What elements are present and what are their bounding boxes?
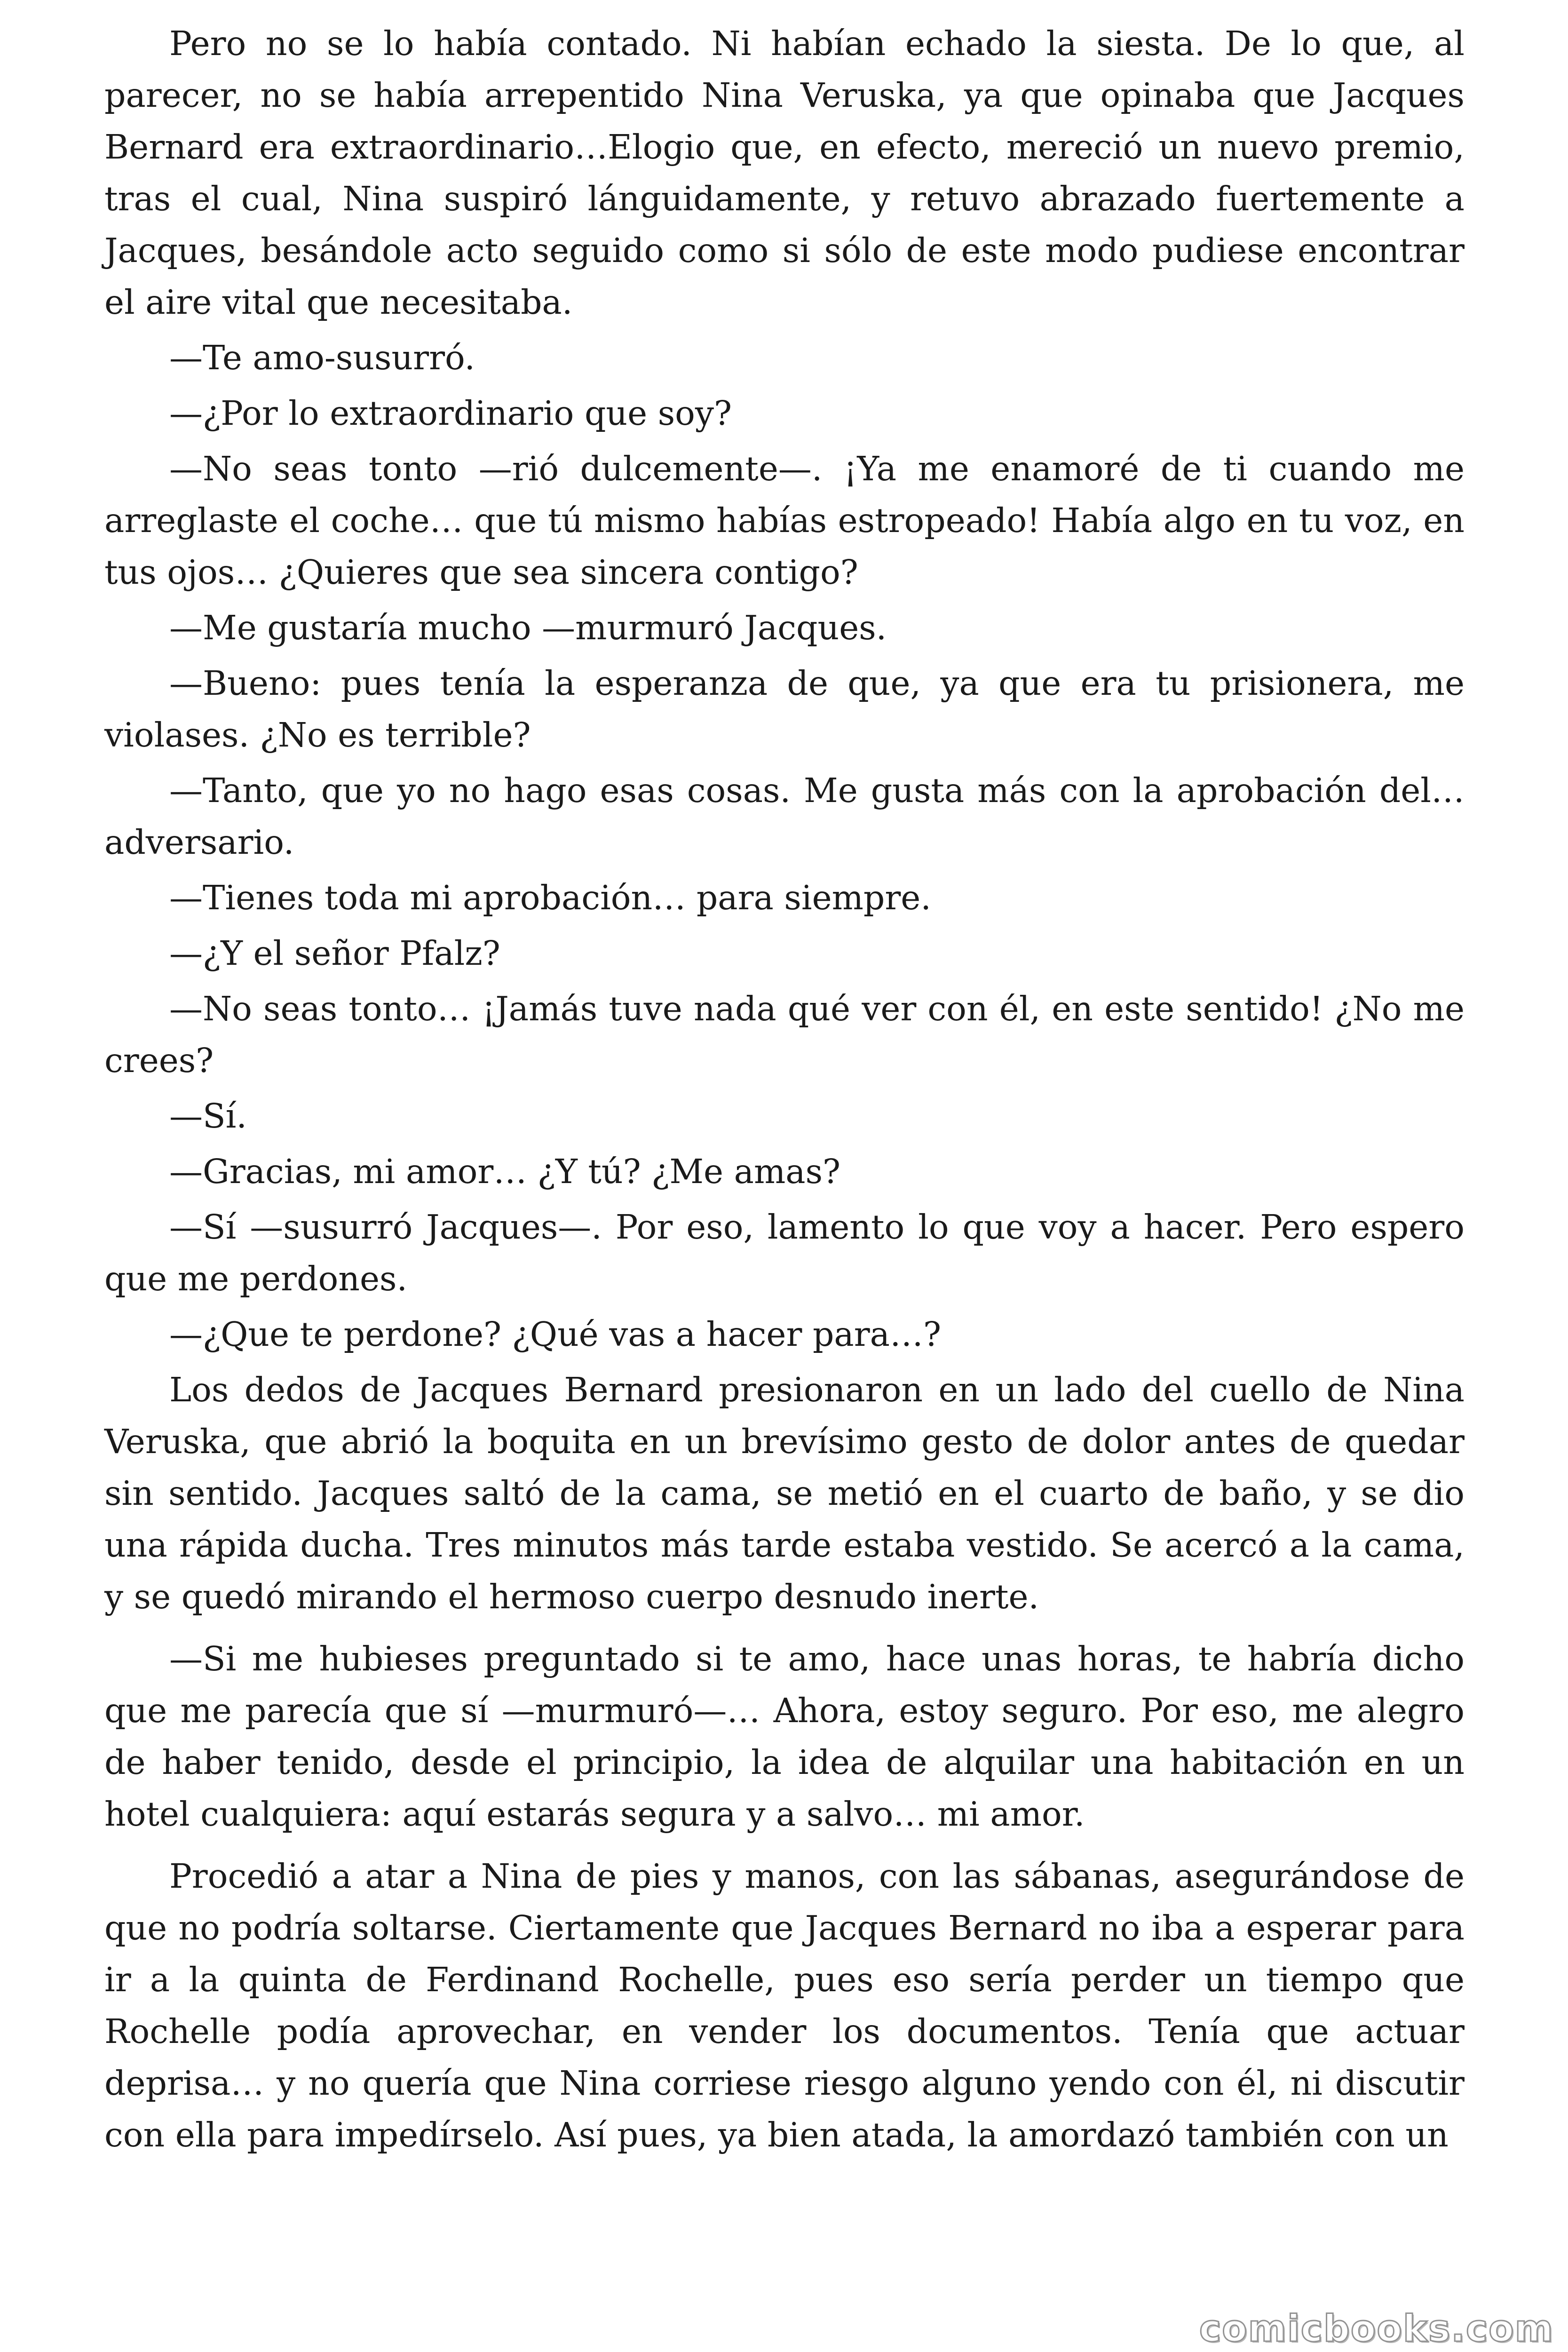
paragraph: —¿Que te perdone? ¿Qué vas a hacer para…?	[169, 1315, 942, 1354]
paragraph: Pero no se lo había contado. Ni habían echado la siesta. De lo que, al parecer, no se había arrepentido Nina Veruska, ya que opinaba que Jacques Bernard era extraordinario…Elogio que, en efecto, mereció un nuevo premio, tras el cual, Nina suspiró lánguidamente, y retuvo abrazado fuertemente a Jacques, besándole acto seguido como si sólo de este modo pudiese encontrar el aire vital que necesitaba.	[104, 24, 1465, 322]
paragraph: —Me gustaría mucho —murmuró Jacques.	[169, 608, 887, 647]
paragraph: —¿Por lo extraordinario que soy?	[169, 394, 732, 433]
watermark-logo: comicbooks.com	[1199, 2308, 1554, 2350]
paragraph: —Tanto, que yo no hago esas cosas. Me gusta más con la aprobación del… adversario.	[104, 771, 1465, 862]
paragraph: —Si me hubieses preguntado si te amo, hace unas horas, te habría dicho que me parecía que sí —murmuró—… Ahora, estoy seguro. Por eso, me alegro de haber tenido, desde el principio, la idea de alquilar una habitación en un hotel cualquiera: aquí estarás segura y a salvo… mi amor.	[104, 1639, 1465, 1834]
paragraph: —Sí —susurró Jacques—. Por eso, lamento lo que voy a hacer. Pero espero que me perdones.	[104, 1208, 1465, 1298]
paragraph: Procedió a atar a Nina de pies y manos, con las sábanas, asegurándose de que no podría soltarse. Ciertamente que Jacques Bernard no iba a esperar para ir a la quinta de Ferdinand Rochelle, pues eso sería perder un tiempo que Rochelle podía aprovechar, en vender los documentos. Tenía que actuar deprisa… y no quería que Nina corriese riesgo alguno yendo con él, ni discutir con ella para impedírselo. Así pues, ya bien atada, la amordazó también con un	[104, 1857, 1465, 2154]
paragraph: —Tienes toda mi aprobación… para siempre.	[169, 878, 931, 917]
body-text	[104, 18, 1465, 2165]
paragraph: —Te amo-susurró.	[169, 338, 475, 377]
paragraph: —Gracias, mi amor… ¿Y tú? ¿Me amas?	[169, 1152, 841, 1191]
paragraph: Los dedos de Jacques Bernard presionaron en un lado del cuello de Nina Veruska, que abrió la boquita en un brevísimo gesto de dolor antes de quedar sin sentido. Jacques saltó de la cama, se metió en el cuarto de baño, y se dio una rápida ducha. Tres minutos más tarde estaba vestido. Se acercó a la cama, y se quedó mirando el hermoso cuerpo desnudo inerte.	[104, 1370, 1465, 1616]
paragraph: —No seas tonto —rió dulcemente—. ¡Ya me enamoré de ti cuando me arreglaste el coche… que tú mismo habías estropeado! Había algo en tu voz, en tus ojos… ¿Quieres que sea sincera contigo?	[104, 449, 1465, 592]
paragraph: —Bueno: pues tenía la esperanza de que, ya que era tu prisionera, me violases. ¿No es terrible?	[104, 664, 1465, 755]
paragraph: —Sí.	[169, 1097, 247, 1136]
paragraph: —¿Y el señor Pfalz?	[169, 934, 500, 973]
paragraph: —No seas tonto… ¡Jamás tuve nada qué ver con él, en este sentido! ¿No me crees?	[104, 989, 1465, 1080]
